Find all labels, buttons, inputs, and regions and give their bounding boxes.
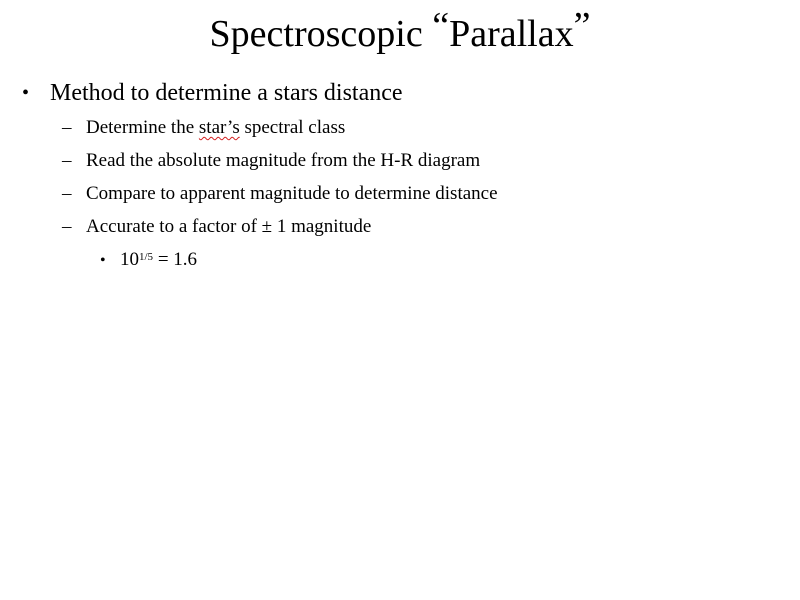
formula-result: = 1.6 <box>153 249 198 270</box>
title-word: Parallax <box>449 13 574 55</box>
formula-exponent: 1/5 <box>139 251 154 263</box>
subbullet-apparent-magnitude <box>62 182 498 206</box>
dash-icon: – <box>62 216 72 237</box>
title-open-quote: “ <box>432 5 450 47</box>
subbullet-accuracy <box>62 215 371 239</box>
spellcheck-flagged-word[interactable]: star’s <box>198 117 240 138</box>
bullet-text: Read the absolute magnitude from the H-R diagram <box>86 150 481 171</box>
title-close-quote: ” <box>573 5 591 47</box>
bullet-text-pre: Determine the <box>86 117 199 138</box>
slide-title <box>0 5 800 60</box>
subbullet-spectral-class <box>62 116 345 140</box>
subsubbullet-formula <box>100 248 197 273</box>
bullet-method <box>22 78 403 108</box>
dash-icon: – <box>62 117 72 138</box>
bullet-dot-icon: • <box>100 252 106 269</box>
dash-icon: – <box>62 183 72 204</box>
formula-base: 10 <box>120 249 139 270</box>
subbullet-absolute-magnitude <box>62 149 480 173</box>
dash-icon: – <box>62 150 72 171</box>
bullet-text: Method to determine a stars distance <box>50 80 403 106</box>
title-main: Spectroscopic <box>209 13 433 55</box>
bullet-text: Accurate to a factor of ± 1 magnitude <box>86 216 372 237</box>
bullet-dot-icon: • <box>22 82 30 104</box>
bullet-text: Compare to apparent magnitude to determine distance <box>86 183 498 204</box>
bullet-text-post: spectral class <box>239 117 346 138</box>
